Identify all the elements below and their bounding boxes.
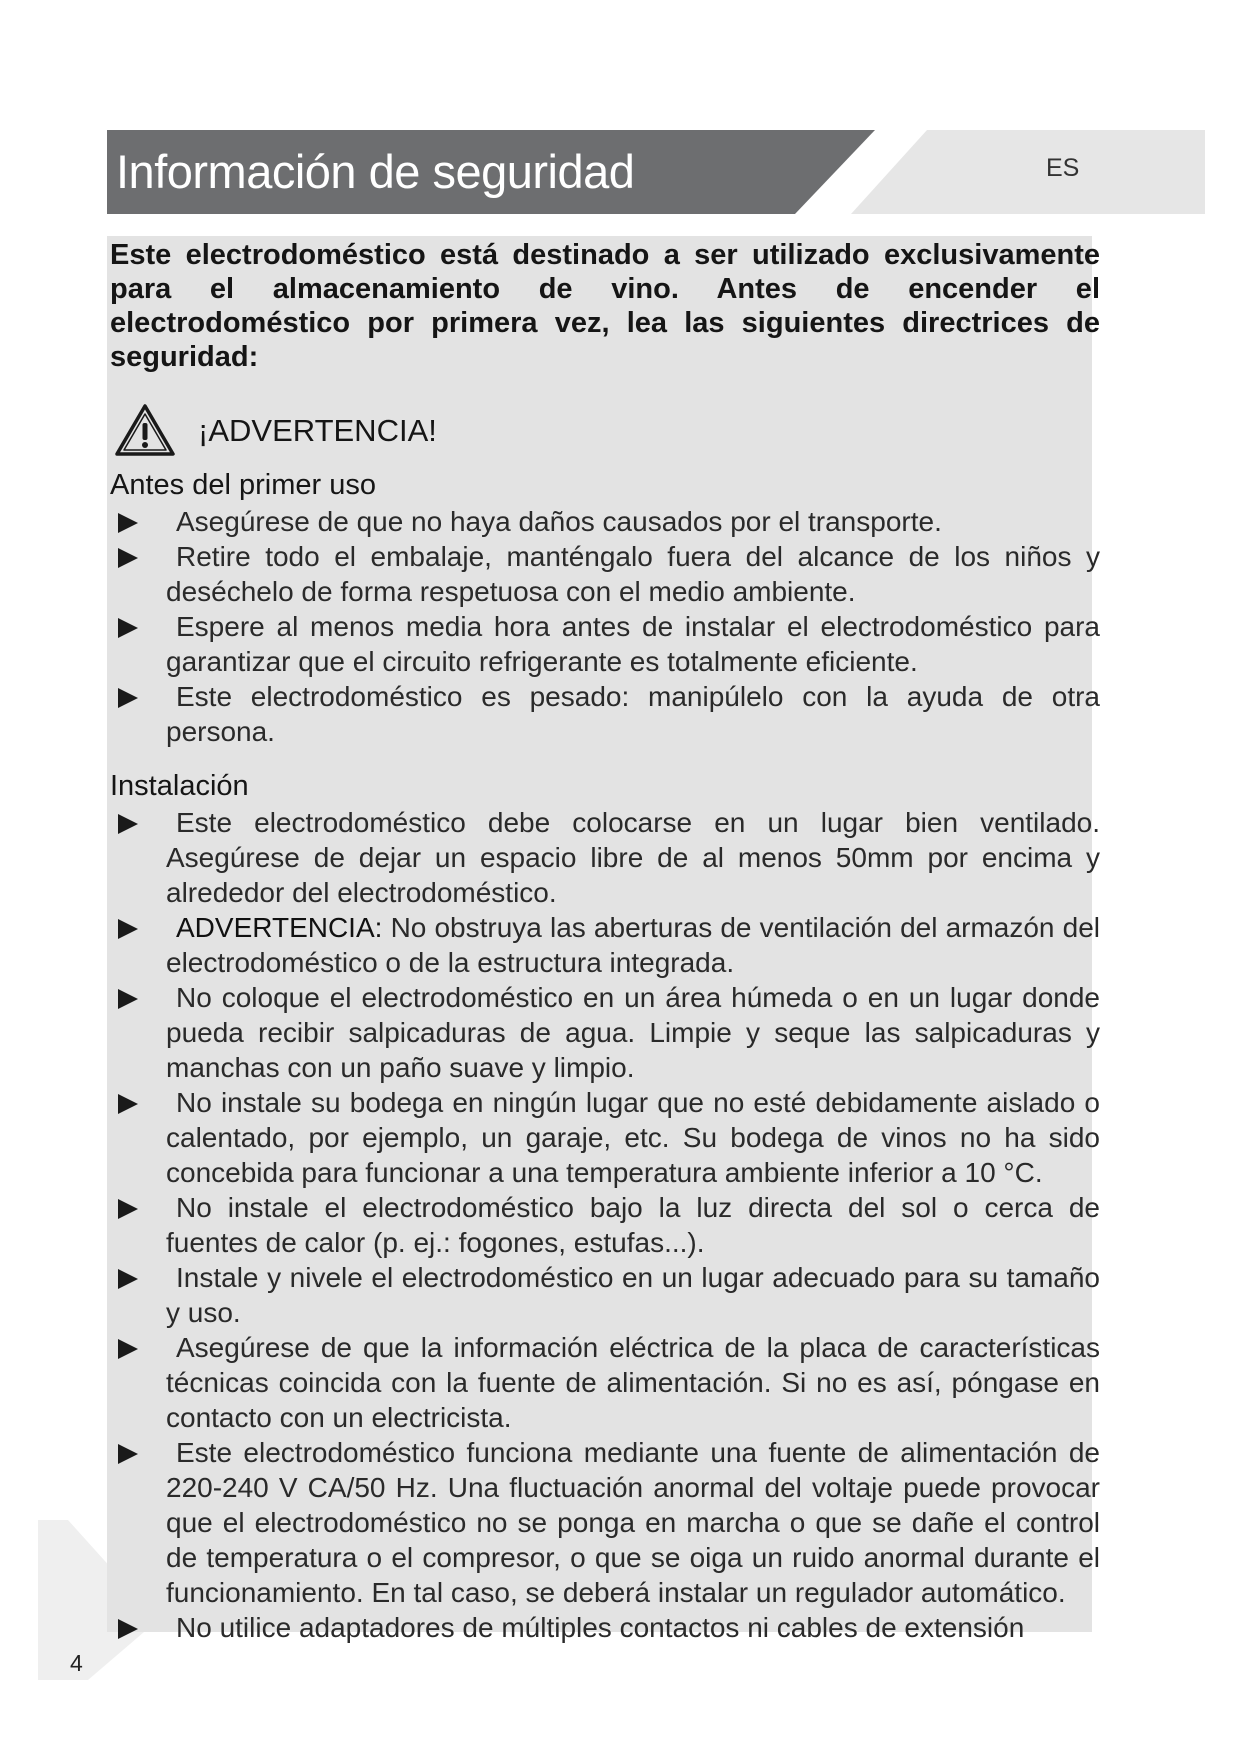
- warning-lead: ADVERTENCIA:: [176, 912, 383, 943]
- section-title-installation: Instalación: [110, 770, 249, 802]
- list-item: Espere al menos media hora antes de instalar el electrodoméstico para garantizar que el circuito refrigerante es totalmente eficiente.: [110, 609, 1100, 679]
- bullet-arrow-icon: [118, 814, 138, 834]
- bullet-arrow-icon: [118, 1094, 138, 1114]
- bullet-arrow-icon: [118, 1444, 138, 1464]
- bullet-arrow-icon: [118, 989, 138, 1009]
- warning-label: ¡ADVERTENCIA!: [198, 412, 437, 448]
- list-item: No instale el electrodoméstico bajo la luz directa del sol o cerca de fuentes de calor (p. ej.: fogones, estufas...).: [110, 1190, 1100, 1260]
- list-item: Este electrodoméstico debe colocarse en un lugar bien ventilado. Asegúrese de dejar un espacio libre de al menos 50mm por encima y alrededor del electrodoméstico.: [110, 805, 1100, 910]
- page-title: Información de seguridad: [116, 145, 635, 198]
- list-item: No utilice adaptadores de múltiples contactos ni cables de extensión: [110, 1610, 1100, 1645]
- bullet-arrow-icon: [118, 1199, 138, 1219]
- bullet-arrow-icon: [118, 1339, 138, 1359]
- bullet-arrow-icon: [118, 513, 138, 533]
- list-item: No instale su bodega en ningún lugar que no esté debidamente aislado o calentado, por ejemplo, un garaje, etc. Su bodega de vinos no ha sido concebida para funcionar a una temperatura ambiente inferior a 10 °C.: [110, 1085, 1100, 1190]
- language-code: ES: [1046, 154, 1080, 182]
- list-item: Instale y nivele el electrodoméstico en un lugar adecuado para su tamaño y uso.: [110, 1260, 1100, 1330]
- list-item: Retire todo el embalaje, manténgalo fuera del alcance de los niños y deséchelo de forma respetuosa con el medio ambiente.: [110, 539, 1100, 609]
- bullet-arrow-icon: [118, 1619, 138, 1639]
- bullet-arrow-icon: [118, 618, 138, 638]
- section-title-first-use: Antes del primer uso: [110, 469, 376, 501]
- warning-triangle-icon: [114, 403, 176, 457]
- warning-heading: [110, 400, 1100, 460]
- list-item: ADVERTENCIA: No obstruya las aberturas de ventilación del armazón del electrodoméstico o de la estructura integrada.: [110, 910, 1100, 980]
- list-item: Este electrodoméstico funciona mediante una fuente de alimentación de 220-240 V CA/50 Hz. Una fluctuación anormal del voltaje puede provocar que el electrodoméstico no se ponga en marcha o que se dañe el control de temperatura o el compresor, o que se oiga un ruido anormal durante el funcionamiento. En tal caso, se deberá instalar un regulador automático.: [110, 1435, 1100, 1610]
- bullet-arrow-icon: [118, 1269, 138, 1289]
- bullet-arrow-icon: [118, 688, 138, 708]
- list-item: Este electrodoméstico es pesado: manipúlelo con la ayuda de otra persona.: [110, 679, 1100, 749]
- list-item: No coloque el electrodoméstico en un área húmeda o en un lugar donde pueda recibir salpicaduras de agua. Limpie y seque las salpicaduras y manchas con un paño suave y limpio.: [110, 980, 1100, 1085]
- page-number: 4: [70, 1650, 83, 1676]
- list-item: Asegúrese de que la información eléctrica de la placa de características técnicas coincida con la fuente de alimentación. Si no es así, póngase en contacto con un electricista.: [110, 1330, 1100, 1435]
- bullet-arrow-icon: [118, 548, 138, 568]
- content: [110, 236, 1100, 1645]
- bullet-arrow-icon: [118, 919, 138, 939]
- first-use-list: [110, 504, 1100, 749]
- intro-paragraph: Este electrodoméstico está destinado a ser utilizado exclusivamente para el almacenamiento de vino. Antes de encender el electrodoméstico por primera vez, lea las siguientes directrices de seguridad:: [110, 239, 1100, 373]
- list-item: Asegúrese de que no haya daños causados por el transporte.: [110, 504, 1100, 539]
- installation-list: [110, 805, 1100, 1645]
